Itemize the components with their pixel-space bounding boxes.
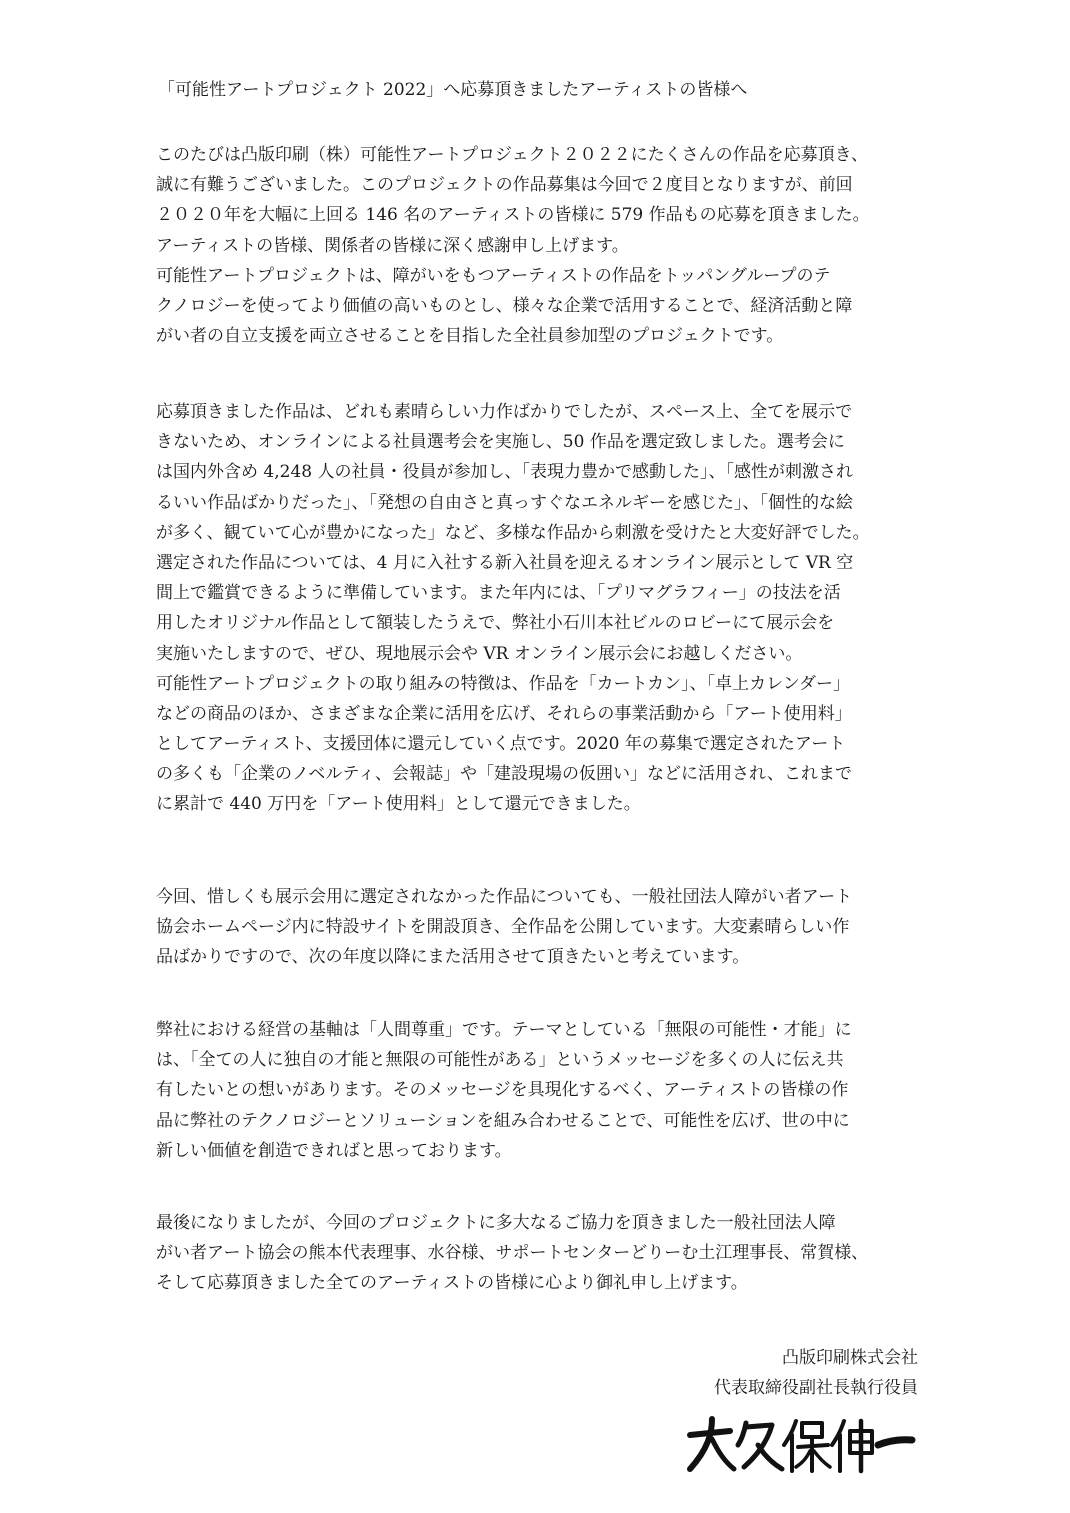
signatory-title: 代表取締役副社長執行役員 [714,1378,918,1398]
paragraph-line: は、「全ての人に独自の才能と無限の可能性がある」というメッセージを多くの人に伝え共 [156,1050,844,1071]
paragraph-line: このたびは凸版印刷（株）可能性アートプロジェクト２０２２にたくさんの作品を応募頂き、 [156,145,868,165]
paragraph-line: がい者アート協会の熊本代表理事、水谷様、サポートセンターどりーむ土江理事長、常賀様、 [156,1243,869,1264]
paragraph-line: ２０２０年を大幅に上回る 146 名のアーティストの皆様に 579 作品もの応募を頂きました。 [156,205,870,226]
paragraph-1 [156,140,931,351]
paragraph-line: 応募頂きました作品は、どれも素晴らしい力作ばかりでしたが、スペース上、全てを展示で [156,402,853,422]
paragraph-line: 協会ホームページ内に特設サイトを開設頂き、全作品を公開しています。大変素晴らしい作 [156,917,850,938]
paragraph-line: の多くも「企業のノベルティ、会報誌」や「建設現場の仮囲い」などに活用され、これまで [156,764,852,785]
paragraph-line: 有したいとの想いがあります。そのメッセージを具現化するべく、アーティストの皆様の作 [156,1080,849,1101]
paragraph-line: がい者の自立支援を両立させることを目指した全社員参加型のプロジェクトです。 [156,326,784,347]
paragraph-line: 誠に有難うございました。このプロジェクトの作品募集は今回で２度目となりますが、前回 [156,175,853,196]
paragraph-line: クノロジーを使ってより価値の高いものとし、様々な企業で活用することで、経済活動と障 [156,295,853,316]
paragraph-line: 選定された作品については、4 月に入社する新入社員を迎えるオンライン展示として VR 空 [156,552,854,573]
paragraph-line: は国内外含め 4,248 人の社員・役員が参加し、「表現力豊かで感動した」、「感性が刺激され [156,462,853,483]
letter-heading: 「可能性アートプロジェクト 2022」へ応募頂きましたアーティストの皆様へ [158,80,748,100]
paragraph-line: が多く、観ていて心が豊かになった」など、多様な作品から刺激を受けたと大変好評でした。 [156,522,870,543]
paragraph-line: 新しい価値を創造できればと思っております。 [156,1140,512,1161]
handwritten-signature [684,1415,916,1475]
paragraph-5 [156,1208,931,1299]
paragraph-line: としてアーティスト、支援団体に還元していく点です。2020 年の募集で選定されたアート [156,734,846,755]
paragraph-line: などの商品のほか、さまざまな企業に活用を広げ、それらの事業活動から「アート使用料」 [156,703,852,724]
paragraph-line: るいい作品ばかりだった」、「発想の自由さと真っすぐなエネルギーを感じた」、「個性的な絵 [156,492,853,513]
paragraph-line: 品ばかりですので、次の年度以降にまた活用させて頂きたいと考えています。 [156,947,750,968]
paragraph-3 [156,882,931,973]
paragraph-line: アーティストの皆様、関係者の皆様に深く感謝申し上げます。 [156,235,629,256]
paragraph-line: 最後になりましたが、今回のプロジェクトに多大なるご協力を頂きました一般社団法人障 [156,1213,836,1233]
paragraph-line: 品に弊社のテクノロジーとソリューションを組み合わせることで、可能性を広げ、世の中に [156,1110,850,1131]
signature-block [714,1343,918,1403]
paragraph-line: 弊社における経営の基軸は「人間尊重」です。テーマとしている「無限の可能性・才能」に [156,1020,852,1040]
paragraph-line: に累計で 440 万円を「アート使用料」として還元できました。 [156,794,641,815]
paragraph-line: 間上で鑑賞できるように準備しています。また年内には、「プリマグラフィー」の技法を活 [156,583,841,604]
paragraph-line: 可能性アートプロジェクトは、障がいをもつアーティストの作品をトッパングループのテ [156,265,831,286]
paragraph-line: 可能性アートプロジェクトの取り組みの特徴は、作品を「カートカン」、「卓上カレンダー」 [156,673,851,694]
paragraph-line: 今回、惜しくも展示会用に選定されなかった作品についても、一般社団法人障がい者アート [156,887,853,907]
paragraph-line: きないため、オンラインによる社員選考会を実施し、50 作品を選定致しました。選考会に [156,432,845,453]
paragraph-line: 実施いたしますので、ぜひ、現地展示会や VR オンライン展示会にお越しください。 [156,643,803,664]
company-name: 凸版印刷株式会社 [782,1348,918,1368]
paragraph-line: 用したオリジナル作品として額装したうえで、弊社小石川本社ビルのロビーにて展示会を [156,613,835,634]
paragraph-4 [156,1015,931,1166]
paragraph-line: そして応募頂きました全てのアーティストの皆様に心より御礼申し上げます。 [156,1273,748,1294]
paragraph-2 [156,397,931,820]
